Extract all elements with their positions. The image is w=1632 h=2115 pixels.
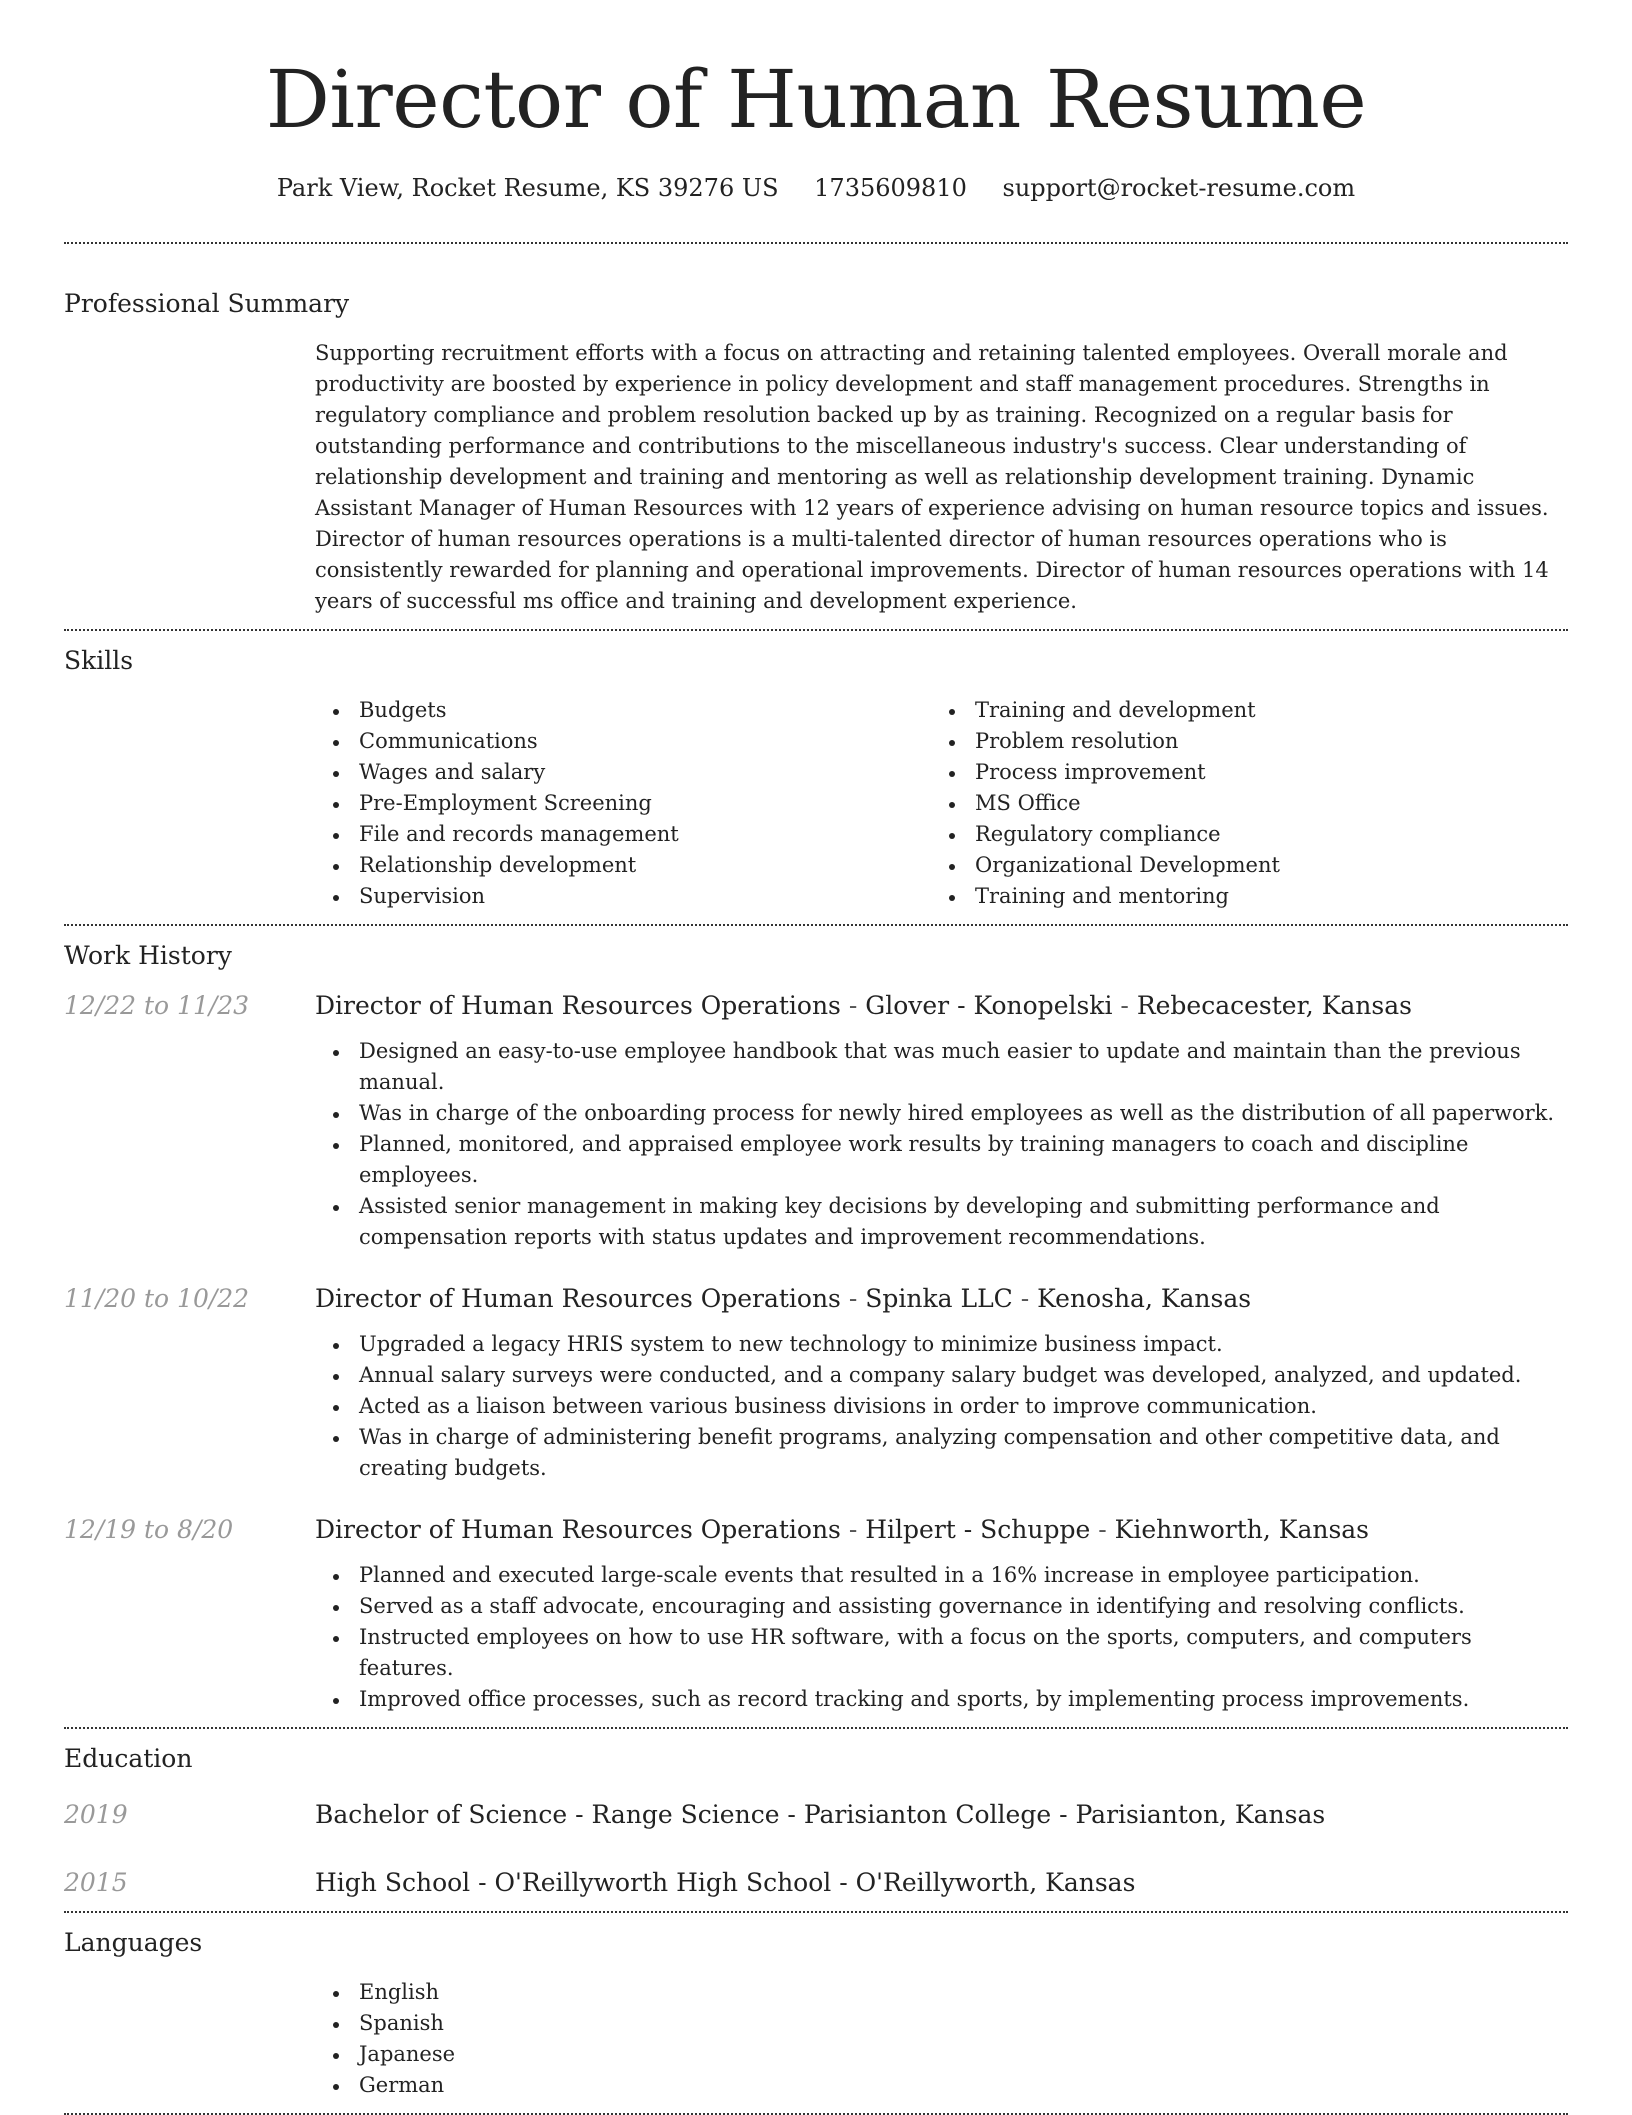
work-section	[64, 926, 1568, 1727]
job-bullet: Instructed employees on how to use HR software, with a focus on the sports, computers, and computers features.	[315, 1622, 1568, 1684]
job-dates: 11/20 to 10/22	[64, 1284, 250, 1313]
resume-title: Director of Human Resume	[265, 53, 1367, 146]
job-heading-line: Director of Human Resources Operations - Spinka LLC - Kenosha, Kansas	[315, 1284, 1252, 1313]
job-bullet: Annual salary surveys were conducted, and a company salary budget was developed, analyzed, and updated.	[315, 1360, 1568, 1391]
language-item: English	[315, 1977, 1568, 2008]
education-year: 2019	[64, 1800, 128, 1829]
job-bullet: Improved office processes, such as record tracking and sports, by implementing process improvements.	[315, 1684, 1568, 1715]
skill-item: MS Office	[931, 788, 1547, 819]
job-bullet: Designed an easy-to-use employee handbook that was much easier to update and maintain than the previous manual.	[315, 1036, 1568, 1098]
contact-line	[64, 172, 1568, 204]
job-header	[64, 990, 1568, 1022]
skill-item: Supervision	[315, 881, 931, 912]
job-header	[64, 1514, 1568, 1546]
education-text: High School - O'Reillyworth High School - O'Reillyworth, Kansas	[315, 1868, 1136, 1897]
skill-item: Regulatory compliance	[931, 819, 1547, 850]
job-bullets	[315, 1560, 1568, 1715]
contact-email: support@rocket-resume.com	[1002, 174, 1356, 202]
job-title: Director of Human Resources Operations	[315, 1284, 841, 1313]
job-dates: 12/22 to 11/23	[64, 991, 250, 1020]
language-item: Spanish	[315, 2008, 1568, 2039]
job-bullet: Upgraded a legacy HRIS system to new technology to minimize business impact.	[315, 1329, 1568, 1360]
languages-heading: Languages	[64, 1928, 203, 1957]
skills-heading: Skills	[64, 646, 134, 675]
skill-item: Pre-Employment Screening	[315, 788, 931, 819]
skill-item: Budgets	[315, 695, 931, 726]
job-bullets	[315, 1329, 1568, 1484]
skill-item: File and records management	[315, 819, 931, 850]
education-entry	[64, 1799, 1568, 1831]
job-heading-line: Director of Human Resources Operations - Glover - Konopelski - Rebecacester, Kansas	[315, 991, 1412, 1020]
job-company: Glover - Konopelski	[865, 991, 1113, 1020]
summary-text: Supporting recruitment efforts with a focus on attracting and retaining talented employees. Overall morale and productivity are boosted by experience in policy development and staff management procedures. Strengths in regulatory compliance and problem resolution backed up by as training. Recognized on a regular basis for outstanding performance and contributions to the miscellaneous industry's success. Clear understanding of relationship development and training and mentoring as well as relationship development training. Dynamic Assistant Manager of Human Resources with 12 years of experience advising on human resource topics and issues. Director of human resources operations is a multi-talented director of human resources operations who is consistently rewarded for planning and operational improvements. Director of human resources operations with 14 years of successful ms office and training and development experience.	[315, 341, 1549, 613]
summary-section	[64, 244, 1568, 629]
job-heading-line: Director of Human Resources Operations - Hilpert - Schuppe - Kiehnworth, Kansas	[315, 1515, 1370, 1544]
skill-item: Training and development	[931, 695, 1547, 726]
languages-list	[315, 1977, 1568, 2101]
education-entry	[64, 1867, 1568, 1899]
job-bullets	[315, 1036, 1568, 1253]
contact-phone: 1735609810	[814, 174, 967, 202]
job-bullet: Was in charge of administering benefit programs, analyzing compensation and other competitive data, and creating budgets.	[315, 1422, 1568, 1484]
work-heading: Work History	[64, 941, 232, 970]
job-company: Hilpert - Schuppe	[865, 1515, 1091, 1544]
skills-list-right	[931, 695, 1547, 912]
language-item: German	[315, 2070, 1568, 2101]
job-bullet: Assisted senior management in making key decisions by developing and submitting performance and compensation reports with status updates and improvement recommendations.	[315, 1191, 1568, 1253]
education-section	[64, 1729, 1568, 1911]
summary-heading: Professional Summary	[64, 289, 350, 318]
job-title: Director of Human Resources Operations	[315, 991, 841, 1020]
skill-item: Process improvement	[931, 757, 1547, 788]
skill-item: Wages and salary	[315, 757, 931, 788]
skills-grid	[315, 695, 1568, 912]
language-item: Japanese	[315, 2039, 1568, 2070]
job-bullet: Acted as a liaison between various business divisions in order to improve communication.	[315, 1391, 1568, 1422]
education-heading: Education	[64, 1744, 193, 1773]
job-entry	[64, 1514, 1568, 1715]
job-header	[64, 1283, 1568, 1315]
job-company: Spinka LLC	[865, 1284, 1013, 1313]
education-list	[64, 1799, 1568, 1899]
job-location: Kiehnworth, Kansas	[1114, 1515, 1370, 1544]
skills-list-left	[315, 695, 931, 912]
job-bullet: Planned and executed large-scale events that resulted in a 16% increase in employee participation.	[315, 1560, 1568, 1591]
job-bullet: Was in charge of the onboarding process for newly hired employees as well as the distribution of all paperwork.	[315, 1098, 1568, 1129]
skills-section	[64, 631, 1568, 924]
skill-item: Communications	[315, 726, 931, 757]
job-title: Director of Human Resources Operations	[315, 1515, 841, 1544]
job-entry	[64, 1283, 1568, 1484]
education-text: Bachelor of Science - Range Science - Parisianton College - Parisianton, Kansas	[315, 1800, 1326, 1829]
job-location: Rebecacester, Kansas	[1136, 991, 1412, 1020]
contact-address: Park View, Rocket Resume, KS 39276 US	[276, 174, 779, 202]
job-location: Kenosha, Kansas	[1037, 1284, 1252, 1313]
job-dates: 12/19 to 8/20	[64, 1515, 234, 1544]
skill-item: Problem resolution	[931, 726, 1547, 757]
languages-section	[64, 1913, 1568, 2113]
skill-item: Training and mentoring	[931, 881, 1547, 912]
skill-item: Organizational Development	[931, 850, 1547, 881]
job-entry	[64, 990, 1568, 1253]
skill-item: Relationship development	[315, 850, 931, 881]
job-bullet: Served as a staff advocate, encouraging and assisting governance in identifying and resolving conflicts.	[315, 1591, 1568, 1622]
education-year: 2015	[64, 1868, 128, 1897]
job-bullet: Planned, monitored, and appraised employee work results by training managers to coach and discipline employees.	[315, 1129, 1568, 1191]
